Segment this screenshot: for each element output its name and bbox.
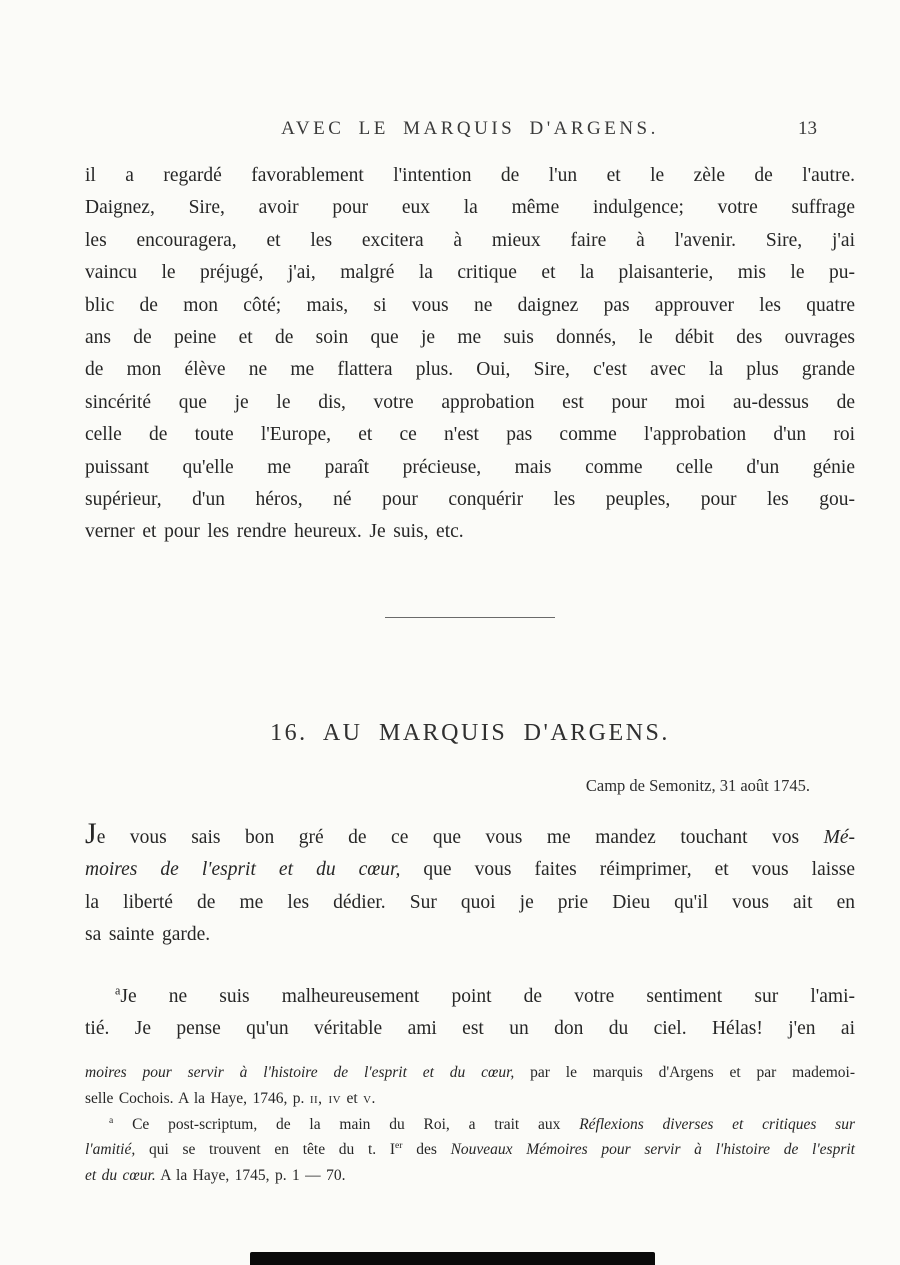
page-number: 13	[798, 118, 817, 139]
text-column	[85, 0, 855, 1188]
text-line: les encouragera, et les excitera à mieux faire à l'avenir. Sire, j'ai	[85, 229, 855, 251]
text-line: Je vous sais bon gré de ce que vous me mandez touchant vos Mé-	[85, 816, 855, 850]
text-line: moires pour servir à l'histoire de l'esprit et du cœur, par le marquis d'Argens et par mademoi-	[85, 1064, 855, 1082]
letter-heading: 16. AU MARQUIS D'ARGENS.	[270, 719, 670, 746]
text-line: verner et pour les rendre heureux. Je suis, etc.	[85, 521, 464, 543]
text-line: blic de mon côté; mais, si vous ne daignez pas approuver les quatre	[85, 294, 855, 316]
text-line: tié. Je pense qu'un véritable ami est un don du ciel. Hélas! j'en ai	[85, 1017, 855, 1039]
text-line: sincérité que je le dis, votre approbation est pour moi au-dessus de	[85, 391, 855, 413]
section-divider-wrap	[85, 605, 855, 623]
text-line: ans de peine et de soin que je me suis donnés, le débit des ouvrages	[85, 327, 855, 349]
text-line: celle de toute l'Europe, et ce n'est pas comme l'approbation d'un roi	[85, 424, 855, 446]
running-header-title: AVEC LE MARQUIS D'ARGENS.	[281, 118, 659, 139]
text-line: de mon élève ne me flattera plus. Oui, Sire, c'est avec la plus grande	[85, 359, 855, 381]
letter-postscript	[85, 981, 855, 1046]
text-line: et du cœur. A la Haye, 1745, p. 1 — 70.	[85, 1166, 346, 1184]
text-line: l'amitié, qui se trouvent en tête du t. Ier des Nouveaux Mémoires pour servir à l'histoire de l'esprit	[85, 1139, 855, 1159]
text-line: $^a$Je ne suis malheureusement point de votre sentiment sur l'ami-	[115, 983, 855, 1007]
text-line: selle Cochois. A la Haye, 1746, p. ii, iv et v.	[85, 1089, 376, 1107]
text-line: moires de l'esprit et du cœur, que vous faites réimprimer, et vous laisse	[85, 859, 855, 881]
section-divider-rule	[385, 617, 555, 618]
paragraph-continuation	[85, 160, 855, 549]
text-line: sa sainte garde.	[85, 924, 211, 946]
text-line: supérieur, d'un héros, né pour conquérir les peuples, pour les gou-	[85, 489, 855, 511]
text-line: $^a$ Ce post-scriptum, de la main du Roi, a trait aux Réflexions diverses et critiques sur	[109, 1114, 855, 1133]
text-line: puissant qu'elle me paraît précieuse, mais comme celle d'un génie	[85, 456, 855, 478]
text-line: la liberté de me les dédier. Sur quoi je prie Dieu qu'il vous ait en	[85, 891, 855, 913]
footnote-a	[85, 1112, 855, 1189]
letter-dateline: Camp de Semonitz, 31 août 1745.	[585, 775, 810, 795]
running-header	[85, 0, 855, 160]
footnote-continuation	[85, 1060, 855, 1111]
text-line: vaincu le préjugé, j'ai, malgré la critique et la plaisanterie, mis le pu-	[85, 262, 855, 284]
letter-body	[85, 816, 855, 952]
text-line: il a regardé favorablement l'intention de l'un et le zèle de l'autre.	[85, 165, 855, 186]
scan-edge-artifact	[250, 1252, 655, 1265]
text-line: Daignez, Sire, avoir pour eux la même indulgence; votre suffrage	[85, 197, 855, 219]
footnotes	[85, 1060, 855, 1188]
